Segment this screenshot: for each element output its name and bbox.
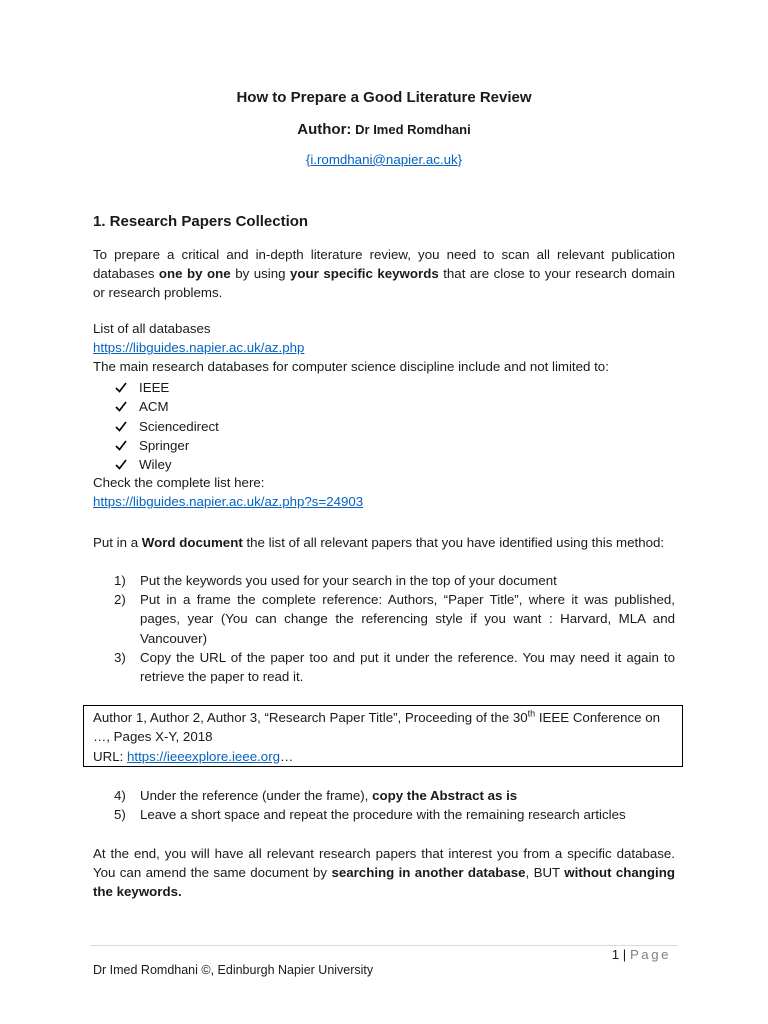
checklist-label: Sciencedirect xyxy=(139,418,219,434)
intro-paragraph xyxy=(93,245,675,303)
conclusion-text-2: , BUT xyxy=(525,865,565,881)
word-doc-text-2: the list of all relevant papers that you have identified using this method: xyxy=(242,535,665,550)
complete-list-label: Check the complete list here: xyxy=(93,475,265,490)
footer-divider xyxy=(90,945,678,946)
reference-url-label: URL: xyxy=(93,748,127,764)
page-number-separator: | xyxy=(619,947,630,962)
list-item xyxy=(93,397,219,416)
intro-text-3: that are close to your research domain or research problems. xyxy=(93,266,675,301)
list-item xyxy=(93,571,675,590)
step-number: 3) xyxy=(114,649,126,665)
step-number: 2) xyxy=(114,592,126,608)
complete-list-link[interactable]: https://libguides.napier.ac.uk/az.php?s=24903 xyxy=(93,494,364,509)
checklist-label: Springer xyxy=(139,437,190,453)
conclusion-bold-2: without changing the keywords. xyxy=(93,865,675,900)
reference-url-line xyxy=(93,747,673,766)
word-doc-bold: Word document xyxy=(141,535,243,550)
step-number: 5) xyxy=(114,807,126,823)
page-number-value: 1 xyxy=(611,947,620,962)
databases-link-line xyxy=(93,340,304,355)
step-bold-text: copy the Abstract as is xyxy=(372,788,518,803)
author-email-line xyxy=(0,152,768,167)
main-databases-text: The main research databases for computer science discipline include and not limited to: xyxy=(93,359,609,374)
footer-text: Dr Imed Romdhani ©, Edinburgh Napier University xyxy=(93,963,374,977)
word-doc-text-1: Put in a xyxy=(93,535,142,550)
step-text: Under the reference (under the frame), xyxy=(140,788,373,803)
document-title: How to Prepare a Good Literature Review xyxy=(236,89,532,106)
step-text: Copy the URL of the paper too and put it under the reference. You may need it again to retrieve the paper to read it. xyxy=(140,649,675,685)
intro-bold-2: your specific keywords xyxy=(290,266,439,282)
step-number: 4) xyxy=(114,788,126,803)
intro-text-1: To prepare a critical and in-depth literature review, you need to scan all relevant publication databases xyxy=(93,247,675,282)
complete-list-link-line xyxy=(93,494,363,509)
steps-list-continued xyxy=(93,786,675,824)
step-number: 1) xyxy=(114,573,126,588)
checklist-label: IEEE xyxy=(139,380,170,395)
checkmark-icon xyxy=(93,455,139,474)
reference-text-1: Author 1, Author 2, Author 3, “Research Paper Title”, Proceeding of the 30 xyxy=(93,710,528,725)
reference-url-link[interactable]: https://ieeexplore.ieee.org xyxy=(127,748,281,764)
list-item xyxy=(93,455,219,474)
reference-superscript: th xyxy=(527,708,536,719)
checkmark-icon xyxy=(93,378,139,397)
conclusion-text-1: At the end, you will have all relevant research papers that interest you from a specific database. You can amend the same document by xyxy=(93,846,675,881)
checkmark-icon xyxy=(93,436,139,455)
section-heading: 1. Research Papers Collection xyxy=(93,213,309,230)
list-item xyxy=(93,648,675,686)
step-text: Leave a short space and repeat the procedure with the remaining research articles xyxy=(140,807,626,823)
conclusion-paragraph xyxy=(93,844,675,902)
databases-link[interactable]: https://libguides.napier.ac.uk/az.php xyxy=(93,340,305,355)
list-item xyxy=(93,590,675,648)
checkmark-icon xyxy=(93,417,139,436)
reference-text-2: IEEE Conference on …, Pages X-Y, 2018 xyxy=(93,710,661,745)
conclusion-bold-1: searching in another database xyxy=(331,865,526,881)
page-label: Page xyxy=(629,947,671,962)
author-label: Author: xyxy=(297,121,352,138)
checkmark-icon xyxy=(93,397,139,416)
author-email-link[interactable]: {i.romdhani@napier.ac.uk} xyxy=(305,152,463,167)
list-item xyxy=(93,436,219,455)
list-item xyxy=(93,378,219,397)
list-item xyxy=(93,786,675,805)
word-document-paragraph xyxy=(93,533,675,552)
checklist-label: ACM xyxy=(139,399,169,415)
step-text: Put the keywords you used for your search in the top of your document xyxy=(140,573,557,588)
list-item xyxy=(93,805,675,824)
checklist-label: Wiley xyxy=(139,457,172,473)
reference-citation xyxy=(93,708,673,747)
database-checklist xyxy=(93,378,219,474)
intro-bold-1: one by one xyxy=(158,266,231,282)
list-item xyxy=(93,417,219,436)
step-text: Put in a frame the complete reference: Authors, “Paper Title”, where it was published, pages, year (You can change the referencing style if you want : Harvard, MLA and Vancouver) xyxy=(140,592,675,646)
steps-list xyxy=(93,571,675,686)
author-name: Dr Imed Romdhani xyxy=(355,122,471,137)
reference-url-suffix: … xyxy=(280,748,294,764)
reference-frame xyxy=(83,705,683,767)
databases-label: List of all databases xyxy=(93,321,211,336)
author-line xyxy=(0,121,768,138)
page-number xyxy=(612,947,671,962)
intro-text-2: by using xyxy=(230,266,291,282)
